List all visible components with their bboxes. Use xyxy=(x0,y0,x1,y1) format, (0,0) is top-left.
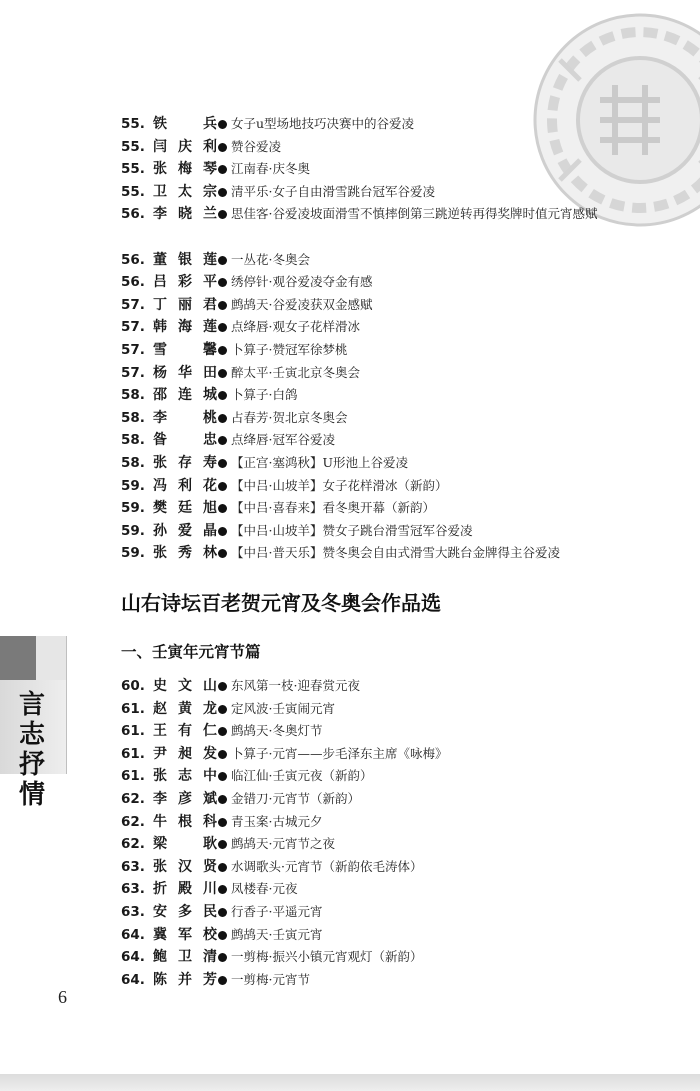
poem-title: 占春芳·贺北京冬奥会 xyxy=(231,409,348,425)
list-item xyxy=(121,901,681,924)
author-name: 安多民 xyxy=(153,903,217,920)
entry-list-winter-olympics xyxy=(121,113,681,587)
bullet-icon xyxy=(218,549,227,558)
bullet-icon xyxy=(218,143,227,152)
bullet-icon xyxy=(218,210,227,219)
list-item xyxy=(121,271,681,294)
page-ref: 63. xyxy=(121,858,145,875)
list-item xyxy=(121,407,681,430)
author-name: 史文山 xyxy=(153,678,217,694)
page-ref: 64. xyxy=(121,971,145,988)
page-ref: 55. xyxy=(121,138,145,155)
bullet-icon xyxy=(218,772,227,781)
page-ref: 59. xyxy=(121,500,145,517)
bullet-icon xyxy=(218,818,227,827)
author-name: 张存寿 xyxy=(153,454,217,471)
poem-title: 【中吕·普天乐】赞冬奥会自由式滑雪大跳台金牌得主谷爱凌 xyxy=(231,545,560,561)
list-item xyxy=(121,203,681,248)
poem-title: 点绛唇·冠军谷爱凌 xyxy=(231,432,335,448)
poem-title: 点绛唇·观女子花样滑冰 xyxy=(231,319,360,335)
author-name: 王有仁 xyxy=(153,723,217,740)
bullet-icon xyxy=(218,504,227,513)
page-ref: 63. xyxy=(121,903,145,920)
author-name: 孙爱晶 xyxy=(153,522,217,539)
bullet-icon xyxy=(218,278,227,287)
side-tab-accent xyxy=(0,636,36,680)
list-item xyxy=(121,946,681,969)
author-name: 张志中 xyxy=(153,768,217,785)
page-ref: 64. xyxy=(121,926,145,943)
bullet-icon xyxy=(218,795,227,804)
author-name: 吕彩平 xyxy=(153,274,217,291)
list-item xyxy=(121,181,681,204)
author-name: 张秀林 xyxy=(153,545,217,562)
author-name: 杨华田 xyxy=(153,364,217,381)
page-ref: 57. xyxy=(121,319,145,336)
bullet-icon xyxy=(218,840,227,849)
author-name: 鲍卫清 xyxy=(153,949,217,966)
bullet-icon xyxy=(218,436,227,445)
bullet-icon xyxy=(218,976,227,985)
page-ref: 63. xyxy=(121,881,145,898)
list-item xyxy=(121,158,681,181)
list-item xyxy=(121,136,681,159)
list-item xyxy=(121,765,681,788)
list-item xyxy=(121,924,681,947)
page-ref: 62. xyxy=(121,813,145,830)
list-item xyxy=(121,520,681,543)
poem-title: 【中吕·喜春来】看冬奥开幕（新韵） xyxy=(231,500,435,516)
author-name: 李彦斌 xyxy=(153,790,217,807)
author-name: 冯利花 xyxy=(153,477,217,494)
author-name: 董银莲 xyxy=(153,251,217,268)
poem-title: 卜算子·赞冠军徐梦桃 xyxy=(231,341,348,357)
page-ref: 59. xyxy=(121,545,145,562)
bullet-icon xyxy=(218,346,227,355)
page-ref: 55. xyxy=(121,183,145,200)
poem-title: 临江仙·壬寅元夜（新韵） xyxy=(231,768,373,784)
poem-title: 【中吕·山坡羊】赞女子跳台滑雪冠军谷爱凌 xyxy=(231,522,473,538)
list-item xyxy=(121,811,681,834)
author-name: 梁 耿 xyxy=(153,836,217,853)
poem-title: 女子u型场地技巧决赛中的谷爱凌 xyxy=(231,116,415,131)
author-name: 丁丽君 xyxy=(153,296,217,313)
author-name: 张梅琴 xyxy=(153,161,217,178)
author-name: 张汉贤 xyxy=(153,858,217,875)
author-name: 樊廷旭 xyxy=(153,500,217,517)
author-name: 李 桃 xyxy=(153,409,217,426)
list-item xyxy=(121,675,681,698)
poem-title: 【中吕·山坡羊】女子花样滑冰（新韵） xyxy=(231,477,448,493)
author-name: 陈并芳 xyxy=(153,971,217,988)
poem-title: 鹧鸪天·冬奥灯节 xyxy=(231,723,323,739)
page-ref: 64. xyxy=(121,949,145,966)
list-item xyxy=(121,969,681,992)
bullet-icon xyxy=(218,908,227,917)
bullet-icon xyxy=(218,301,227,310)
author-name: 李晓兰 xyxy=(153,206,217,223)
list-item xyxy=(121,497,681,520)
page-ref: 58. xyxy=(121,432,145,449)
poem-title: 一剪梅·元宵节 xyxy=(231,971,310,987)
author-name: 赵黄龙 xyxy=(153,700,217,717)
bullet-icon xyxy=(218,459,227,468)
poem-title: 鹧鸪天·壬寅元宵 xyxy=(231,926,323,942)
bullet-icon xyxy=(218,120,227,129)
side-tab-label: 言 志 抒 情 xyxy=(18,690,45,810)
poem-title: 东风第一枝·迎春赏元夜 xyxy=(231,678,360,693)
page-ref: 56. xyxy=(121,274,145,291)
page-ref: 56. xyxy=(121,251,145,268)
poem-title: 水调歌头·元宵节（新韵依毛涛体） xyxy=(231,858,423,874)
page-ref: 58. xyxy=(121,454,145,471)
poem-title: 卜算子·元宵——步毛泽东主席《咏梅》 xyxy=(231,745,448,761)
author-name: 铁 兵 xyxy=(153,116,217,132)
poem-title: 一丛花·冬奥会 xyxy=(231,251,310,267)
page-ref: 62. xyxy=(121,790,145,807)
bottom-bar xyxy=(0,1074,700,1091)
poem-title: 卜算子·白鸽 xyxy=(231,387,298,403)
bullet-icon xyxy=(218,165,227,174)
list-item xyxy=(121,362,681,385)
author-name: 昝 忠 xyxy=(153,432,217,449)
poem-title: 思佳客·谷爱凌坡面滑雪不慎摔倒第三跳逆转再得奖牌时值元宵感赋 xyxy=(231,206,598,222)
page-ref: 61. xyxy=(121,745,145,762)
page-ref: 58. xyxy=(121,387,145,404)
page-ref: 61. xyxy=(121,768,145,785)
list-item xyxy=(121,878,681,901)
author-name: 邵连城 xyxy=(153,387,217,404)
page-ref: 56. xyxy=(121,206,145,223)
bullet-icon xyxy=(218,682,227,691)
page-ref: 59. xyxy=(121,522,145,539)
bullet-icon xyxy=(218,323,227,332)
page-ref: 57. xyxy=(121,296,145,313)
list-item xyxy=(121,698,681,721)
entry-list-lantern-festival xyxy=(121,675,681,991)
poem-title: 江南春·庆冬奥 xyxy=(231,161,310,177)
page-ref: 55. xyxy=(121,161,145,178)
page-ref: 55. xyxy=(121,116,145,132)
poem-title: 定风波·壬寅闹元宵 xyxy=(231,700,335,716)
bullet-icon xyxy=(218,391,227,400)
page-ref: 60. xyxy=(121,678,145,694)
author-name: 尹昶发 xyxy=(153,745,217,762)
poem-title: 鹧鸪天·元宵节之夜 xyxy=(231,836,335,852)
list-item xyxy=(121,542,681,587)
bullet-icon xyxy=(218,482,227,491)
bullet-icon xyxy=(218,885,227,894)
author-name: 冀军校 xyxy=(153,926,217,943)
bullet-icon xyxy=(218,414,227,423)
list-item xyxy=(121,452,681,475)
list-item xyxy=(121,833,681,856)
subsection-title: 一、壬寅年元宵节篇 xyxy=(121,643,261,661)
list-item xyxy=(121,475,681,498)
bullet-icon xyxy=(218,727,227,736)
poem-title: 醉太平·壬寅北京冬奥会 xyxy=(231,364,360,380)
bullet-icon xyxy=(218,750,227,759)
list-item xyxy=(121,113,681,136)
list-item xyxy=(121,339,681,362)
page-ref: 57. xyxy=(121,341,145,358)
bullet-icon xyxy=(218,188,227,197)
page-ref: 61. xyxy=(121,700,145,717)
list-item xyxy=(121,856,681,879)
bullet-icon xyxy=(218,953,227,962)
list-item xyxy=(121,788,681,811)
poem-title: 绣停针·观谷爱凌夺金有感 xyxy=(231,274,373,290)
poem-title: 一剪梅·振兴小镇元宵观灯（新韵） xyxy=(231,949,423,965)
poem-title: 【正宫·塞鸿秋】U形池上谷爱凌 xyxy=(231,454,409,470)
author-name: 雪 馨 xyxy=(153,341,217,358)
author-name: 闫庆利 xyxy=(153,138,217,155)
page-ref: 62. xyxy=(121,836,145,853)
list-item xyxy=(121,429,681,452)
bullet-icon xyxy=(218,527,227,536)
list-item xyxy=(121,720,681,743)
poem-title: 青玉案·古城元夕 xyxy=(231,813,323,829)
poem-title: 清平乐·女子自由滑雪跳台冠军谷爱凌 xyxy=(231,183,435,199)
poem-title: 金错刀·元宵节（新韵） xyxy=(231,790,360,806)
page-ref: 58. xyxy=(121,409,145,426)
list-item xyxy=(121,249,681,272)
section-title: 山右诗坛百老贺元宵及冬奥会作品选 xyxy=(121,591,441,615)
poem-title: 行香子·平遥元宵 xyxy=(231,903,323,919)
poem-title: 鹧鸪天·谷爱凌获双金感赋 xyxy=(231,296,373,312)
bullet-icon xyxy=(218,256,227,265)
poem-title: 赞谷爱凌 xyxy=(231,138,282,154)
author-name: 牛根科 xyxy=(153,813,217,830)
list-item xyxy=(121,743,681,766)
page-ref: 61. xyxy=(121,723,145,740)
author-name: 韩海莲 xyxy=(153,319,217,336)
bullet-icon xyxy=(218,931,227,940)
bullet-icon xyxy=(218,863,227,872)
page-ref: 57. xyxy=(121,364,145,381)
bullet-icon xyxy=(218,369,227,378)
author-name: 折殿川 xyxy=(153,881,217,898)
list-item xyxy=(121,384,681,407)
list-item xyxy=(121,316,681,339)
page-ref: 59. xyxy=(121,477,145,494)
page-number: 6 xyxy=(58,987,67,1007)
poem-title: 凤楼春·元夜 xyxy=(231,881,298,897)
list-item xyxy=(121,294,681,317)
author-name: 卫太宗 xyxy=(153,183,217,200)
bullet-icon xyxy=(218,705,227,714)
